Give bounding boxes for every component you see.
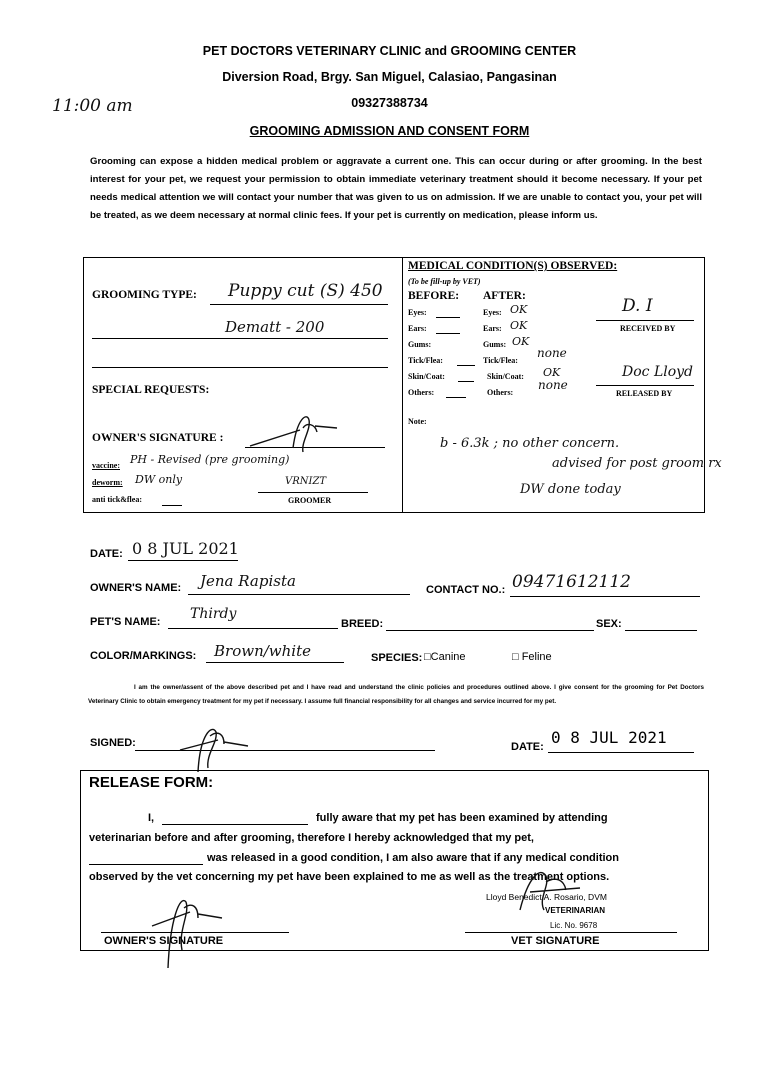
before-eyes-line	[436, 317, 460, 318]
pet-name-label: PET'S NAME:	[90, 616, 161, 628]
grooming-type-value-2: Dematt - 200	[225, 318, 325, 336]
after-others: Others:	[487, 388, 514, 397]
after-ears: Ears:	[483, 324, 502, 333]
release-owner-signature	[150, 890, 240, 970]
release-line-1b: fully aware that my pet has been examined by attending	[316, 812, 608, 824]
species-label: SPECIES:	[371, 652, 423, 664]
vaccine-label: vaccine:	[92, 461, 120, 470]
after-skincoat-value: OK	[543, 366, 561, 379]
before-eyes: Eyes:	[408, 308, 427, 317]
signed-date-value: 0 8 JUL 2021	[551, 728, 667, 747]
grooming-type-line-1	[210, 304, 388, 305]
clinic-address: Diversion Road, Brgy. San Miguel, Calasiao, Pangasinan	[222, 70, 557, 84]
release-line-4: observed by the vet concerning my pet have been explained to me as well as the treatment options.	[89, 871, 610, 883]
after-gums-value: OK	[512, 335, 530, 348]
before-ears: Ears:	[408, 324, 427, 333]
contact-label: CONTACT NO.:	[426, 584, 506, 596]
before-others-line	[446, 397, 466, 398]
breed-label: BREED:	[341, 618, 384, 630]
grooming-type-line-3	[92, 367, 388, 368]
before-ears-line	[436, 333, 460, 334]
color-line	[206, 662, 344, 663]
vet-sig-label: VET SIGNATURE	[511, 935, 600, 947]
breed-line	[386, 630, 594, 631]
release-line-2: veterinarian before and after grooming, therefore I hereby acknowledged that my pet,	[89, 832, 534, 844]
owner-name-label: OWNER'S NAME:	[90, 582, 182, 594]
groomer-label: GROOMER	[288, 496, 332, 505]
note-line-3: DW done today	[520, 482, 621, 497]
after-tickflea: Tick/Flea:	[483, 356, 518, 365]
grooming-type-label: GROOMING TYPE:	[92, 289, 197, 301]
pet-name-value: Thirdy	[190, 606, 237, 622]
vet-stamp-title: VETERINARIAN	[545, 906, 606, 915]
handwritten-time: 11:00 am	[52, 96, 133, 116]
release-line-1a: I,	[148, 812, 155, 824]
sex-line	[625, 630, 697, 631]
after-skincoat: Skin/Coat:	[487, 372, 524, 381]
received-by-label: RECEIVED BY	[620, 324, 676, 333]
release-name-line	[162, 824, 308, 825]
signed-signature	[178, 720, 268, 776]
canine-option[interactable]	[424, 651, 466, 663]
vet-stamp-name: Lloyd Benedict A. Rosario, DVM	[486, 892, 607, 902]
after-label: AFTER:	[483, 290, 526, 302]
owner-signature-scribble	[245, 408, 355, 458]
medical-title: MEDICAL CONDITION(S) OBSERVED:	[408, 260, 618, 272]
released-by-line	[596, 385, 694, 386]
clinic-name: PET DOCTORS VETERINARY CLINIC and GROOMING CENTER	[202, 44, 577, 58]
owner-name-value: Jena Rapista	[200, 572, 296, 590]
owner-name-line	[188, 594, 410, 595]
canine-label: Canine	[430, 651, 466, 663]
vet-stamp-lic: Lic. No. 9678	[550, 921, 598, 930]
release-pet-line	[89, 864, 203, 865]
vaccine-value: PH - Revised (pre grooming)	[130, 453, 290, 466]
medical-subtitle: (To be fill-up by VET)	[408, 277, 481, 286]
after-eyes-value: OK	[510, 303, 528, 316]
owner-sig-line	[101, 932, 289, 933]
deworm-value: DW only	[135, 473, 183, 486]
before-tickflea: Tick/Flea:	[408, 356, 443, 365]
feline-option[interactable]	[512, 651, 552, 663]
vet-sig-line	[465, 932, 677, 933]
signed-date-label: DATE:	[511, 741, 544, 753]
pet-name-line	[168, 628, 338, 629]
clinic-phone: 09327388734	[351, 96, 428, 110]
groomer-line	[258, 492, 368, 493]
note-line-2: advised for post groom rx	[552, 456, 722, 471]
released-by-value: Doc Lloyd	[622, 364, 694, 380]
before-skincoat: Skin/Coat:	[408, 372, 445, 381]
note-line-1: b - 6.3k ; no other concern.	[440, 436, 620, 451]
color-value: Brown/white	[214, 642, 311, 660]
signed-label: SIGNED:	[90, 737, 136, 749]
received-by-line	[596, 320, 694, 321]
box-divider	[402, 257, 403, 513]
signed-date-line	[548, 752, 694, 753]
release-line-3: was released in a good condition, I am also aware that if any medical condition	[207, 852, 619, 864]
date-label: DATE:	[90, 548, 123, 560]
before-gums: Gums:	[408, 340, 432, 349]
after-gums: Gums:	[483, 340, 507, 349]
feline-checkbox[interactable]: □	[512, 651, 522, 663]
form-title: GROOMING ADMISSION AND CONSENT FORM	[249, 124, 530, 138]
date-line	[128, 560, 238, 561]
after-others-value: none	[538, 378, 568, 392]
sex-label: SEX:	[596, 618, 622, 630]
before-tickflea-line	[457, 365, 475, 366]
deworm-label: deworm:	[92, 478, 123, 487]
release-title: RELEASE FORM:	[89, 774, 214, 791]
antitick-label: anti tick&flea:	[92, 495, 142, 504]
after-tickflea-value: none	[537, 346, 567, 360]
owner-signature-label: OWNER'S SIGNATURE :	[92, 432, 224, 444]
owner-sig-label: OWNER'S SIGNATURE	[104, 935, 224, 947]
released-by-label: RELEASED BY	[616, 389, 673, 398]
before-skincoat-line	[458, 381, 474, 382]
vet-signature	[510, 858, 590, 918]
groomer-value: VRNIZT	[285, 476, 327, 487]
grooming-type-value-1: Puppy cut (S) 450	[228, 281, 383, 301]
contact-value: 09471612112	[512, 572, 631, 592]
grooming-type-line-2	[92, 338, 388, 339]
feline-label: Feline	[521, 651, 552, 663]
date-value: 0 8 JUL 2021	[132, 539, 239, 558]
consent-paragraph: I am the owner/assent of the above described pet and I have read and understand the clinic policies and procedures outlined above. I give consent for the grooming for Pet Doctors Veterinary Clinic to obtain emergency treatment for my pet if necessary. I assume full financial responsibility for all changes and service incurred for my pet.	[88, 684, 704, 705]
antitick-line	[162, 505, 182, 506]
special-requests-label: SPECIAL REQUESTS:	[92, 384, 210, 396]
before-label: BEFORE:	[408, 290, 460, 302]
received-by-value: D. I	[622, 296, 653, 316]
canine-checkbox[interactable]: □	[424, 651, 431, 663]
intro-paragraph: Grooming can expose a hidden medical problem or aggravate a current one. This can occur during or after grooming. In the best interest for your pet, we request your permission to obtain immediate veterinary treatment should it become necessary. If your pet needs medical attention we will contact your number that was given to us on admission. If we are unable to contact you, your pet will be treated, as we deem necessary at normal clinic fees. If your pet is currently on medication, please inform us.	[90, 156, 702, 221]
contact-line	[510, 596, 700, 597]
after-eyes: Eyes:	[483, 308, 502, 317]
before-others: Others:	[408, 388, 435, 397]
note-label: Note:	[408, 417, 427, 426]
color-label: COLOR/MARKINGS:	[90, 650, 197, 662]
after-ears-value: OK	[510, 319, 528, 332]
